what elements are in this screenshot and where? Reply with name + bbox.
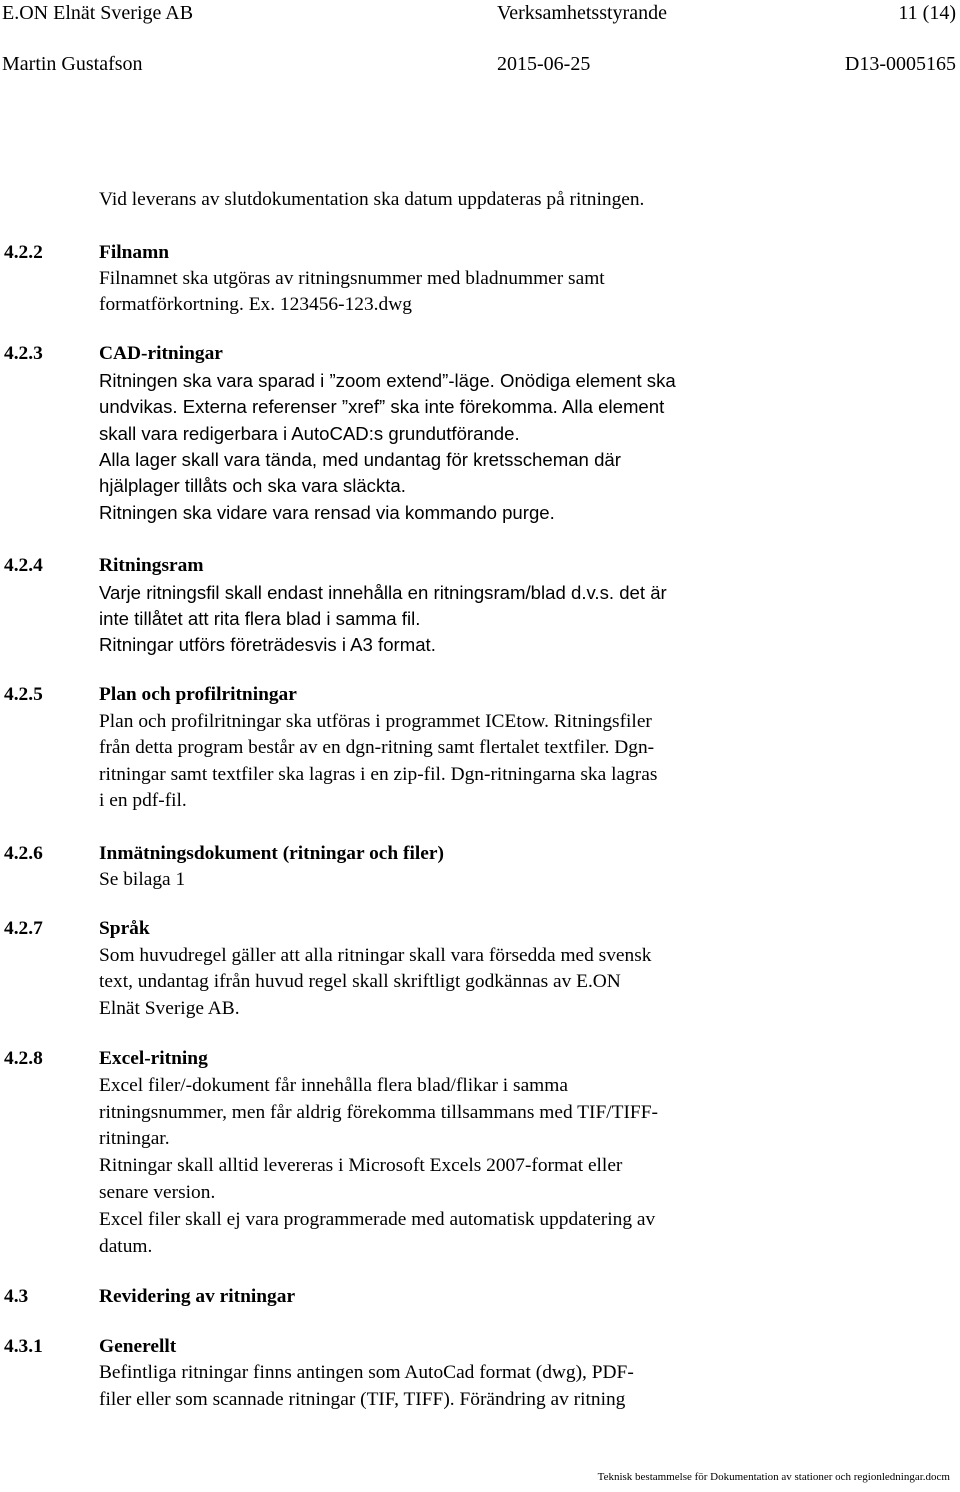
section-line: undvikas. Externa referenser ”xref” ska inte förekomma. Alla element	[99, 396, 665, 417]
section-line: ritningar samt textfiler ska lagras i en zip-fil. Dgn-ritningarna ska lagras	[99, 764, 658, 785]
header-author: Martin Gustafson	[2, 53, 143, 75]
section-line: Ritningen ska vidare vara rensad via kommando purge.	[99, 502, 555, 523]
section-number-4-2-4: 4.2.4	[4, 555, 43, 576]
section-line: Varje ritningsfil skall endast innehålla en ritningsram/blad d.v.s. det är	[99, 582, 667, 603]
section-title-excel-ritning: Excel-ritning	[99, 1048, 208, 1069]
section-number-4-2-5: 4.2.5	[4, 684, 43, 705]
section-line: Plan och profilritningar ska utföras i programmet ICEtow. Ritningsfiler	[99, 711, 652, 732]
section-number-4-2-8: 4.2.8	[4, 1048, 43, 1069]
section-number-4-2-7: 4.2.7	[4, 918, 43, 939]
section-title-ritningsram: Ritningsram	[99, 555, 204, 576]
section-line: inte tillåtet att rita flera blad i samma fil.	[99, 608, 421, 629]
section-line: Alla lager skall vara tända, med undantag för kretsscheman där	[99, 449, 621, 470]
section-line: ritningsnummer, men får aldrig förekomma tillsammans med TIF/TIFF-	[99, 1102, 658, 1123]
section-line: Excel filer skall ej vara programmerade med automatisk uppdatering av	[99, 1209, 656, 1230]
section-line: formatförkortning. Ex. 123456-123.dwg	[99, 294, 412, 315]
header-doc-id: D13-0005165	[844, 53, 956, 75]
section-title-plan-och-profil: Plan och profilritningar	[99, 684, 297, 705]
header-date: 2015-06-25	[497, 53, 591, 75]
header-company: E.ON Elnät Sverige AB	[2, 2, 194, 24]
section-line: Befintliga ritningar finns antingen som AutoCad format (dwg), PDF-	[99, 1362, 634, 1383]
section-line: från detta program består av en dgn-ritning samt flertalet textfiler. Dgn-	[99, 737, 655, 758]
section-number-4-2-6: 4.2.6	[4, 843, 43, 864]
header-department: Verksamhetsstyrande	[497, 2, 667, 24]
section-line: Excel filer/-dokument får innehålla flera blad/flikar i samma	[99, 1075, 568, 1096]
section-title-cad-ritningar: CAD-ritningar	[99, 343, 223, 364]
header-page-number: 11 (14)	[898, 2, 956, 24]
section-line: Elnät Sverige AB.	[99, 998, 240, 1019]
section-line: senare version.	[99, 1182, 216, 1203]
section-line: datum.	[99, 1236, 153, 1257]
section-line: Ritningen ska vara sparad i ”zoom extend”-läge. Onödiga element ska	[99, 370, 676, 391]
section-title-generellt: Generellt	[99, 1336, 177, 1357]
intro-paragraph: Vid leverans av slutdokumentation ska datum uppdateras på ritningen.	[99, 189, 645, 210]
section-title-revidering: Revidering av ritningar	[99, 1286, 296, 1307]
section-line: Se bilaga 1	[99, 869, 186, 890]
section-title-inmatningsdokument: Inmätningsdokument (ritningar och filer)	[99, 843, 444, 864]
section-number-4-2-2: 4.2.2	[4, 242, 43, 263]
section-line: Som huvudregel gäller att alla ritningar skall vara försedda med svensk	[99, 945, 652, 966]
section-line: filer eller som scannade ritningar (TIF, TIFF). Förändring av ritning	[99, 1389, 626, 1410]
section-number-4-3: 4.3	[4, 1286, 29, 1307]
section-line: ritningar.	[99, 1128, 170, 1149]
section-line: hjälplager tillåts och ska vara släckta.	[99, 475, 406, 496]
section-line: Ritningar skall alltid levereras i Microsoft Excels 2007-format eller	[99, 1155, 623, 1176]
section-number-4-2-3: 4.2.3	[4, 343, 43, 364]
section-line: Filnamnet ska utgöras av ritningsnummer med bladnummer samt	[99, 268, 605, 289]
section-line: i en pdf-fil.	[99, 790, 187, 811]
section-title-sprak: Språk	[99, 918, 150, 939]
section-line: Ritningar utförs företrädesvis i A3 format.	[99, 634, 436, 655]
section-number-4-3-1: 4.3.1	[4, 1336, 43, 1357]
footer-filename: Teknisk bestammelse för Dokumentation av stationer och regionledningar.docm	[597, 1471, 950, 1483]
section-line: skall vara redigerbara i AutoCAD:s grundutförande.	[99, 423, 520, 444]
section-line: text, undantag ifrån huvud regel skall skriftligt godkännas av E.ON	[99, 971, 621, 992]
section-title-filnamn: Filnamn	[99, 242, 170, 263]
